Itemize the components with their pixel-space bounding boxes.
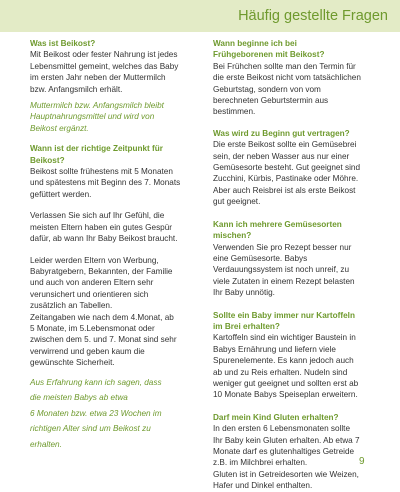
text-line: berechneten Geburtstermin aus xyxy=(213,96,329,106)
text-line: Wann ist der richtige Zeitpunkt für xyxy=(30,144,163,154)
note-experience xyxy=(30,375,192,453)
text-line: gefüttert werden. xyxy=(30,189,92,199)
text-line: bzw. Anfangsmilch erhält. xyxy=(30,84,123,94)
text-line: Kartoffeln sind ein wichtiger Baustein in xyxy=(213,333,356,343)
text-line: Verdauungssystem ist noch unreif, zu xyxy=(213,265,350,275)
left-column xyxy=(30,38,192,453)
text-line: Gluten ist in Getreidesorten wie Weizen, xyxy=(213,469,359,479)
text-line: In den ersten 6 Lebensmonaten sollte xyxy=(213,424,351,434)
text-line: Lebensmittel gemeint, welches das Baby xyxy=(30,61,179,71)
text-line: viele Zutaten in einem Rezept belasten xyxy=(213,276,355,286)
text-line: Spurenelemente. Es kann jedoch auch xyxy=(213,356,354,366)
text-line: Verlassen Sie sich auf Ihr Gefühl, die xyxy=(30,211,165,221)
text-line: im ersten Jahr neben der Muttermilch xyxy=(30,73,166,83)
text-line: Muttermilch bzw. Anfangsmilch bleibt xyxy=(30,101,164,111)
answer-what-is-beikost xyxy=(30,49,192,95)
text-line: erhalten. xyxy=(30,439,62,449)
text-line: die erste Beikost nicht vom tatsächlichen xyxy=(213,73,361,83)
text-line: Bei Frühchen sollte man den Termin für xyxy=(213,61,356,71)
text-line: Kann ich mehrere Gemüsesorten xyxy=(213,219,342,229)
question-well-tolerated: Was wird zu Beginn gut vertragen? xyxy=(213,128,350,138)
text-line: Leider werden Eltern von Werbung, xyxy=(30,255,159,265)
text-line: Verwenden Sie pro Rezept besser nur xyxy=(213,242,352,252)
text-line: meisten Eltern haben ein gutes Gespür xyxy=(30,222,173,232)
text-line: Zeitangaben wie nach dem 4.Monat, ab xyxy=(30,312,174,322)
text-line: zwischen dem 5. und 7. Monat sind sehr xyxy=(30,335,177,345)
answer-right-time xyxy=(30,166,192,200)
page-header-title: Häufig gestellte Fragen xyxy=(238,8,388,24)
text-line: Babyratgebern, Bekannten, der Familie xyxy=(30,266,173,276)
text-line: Zucchini, Kürbis, Pastinake oder Möhre. xyxy=(213,174,359,184)
text-line: Wann beginne ich bei xyxy=(213,39,297,48)
text-line: Hafer und Dinkel enthalten. xyxy=(213,481,313,491)
text-line: gut geeignet. xyxy=(213,197,261,207)
text-line: Aber auch Reisbrei ist als erste Beikost xyxy=(213,185,356,195)
text-line: mischen? xyxy=(213,231,252,241)
text-line: dafür, ab wann Ihr Baby Beikost braucht. xyxy=(30,234,178,244)
text-line: Beikost? xyxy=(30,155,65,165)
text-line: gewünschte Sicherheit. xyxy=(30,358,115,368)
text-line: Frühgeborenen mit Beikost? xyxy=(213,50,325,60)
text-line: Ihr Baby unnötig. xyxy=(213,288,275,298)
text-line: zusätzlich an Tabellen. xyxy=(30,301,113,311)
text-line: Gemüsesorte besteht. Gut geeignet sind xyxy=(213,163,361,173)
question-premature xyxy=(213,38,373,61)
question-mix-vegetables xyxy=(213,219,373,242)
text-line: Geburtstag, sondern von vom xyxy=(213,84,321,94)
answer-mix-vegetables xyxy=(213,242,373,299)
text-line: verwirrend und geben kaum die xyxy=(30,346,145,356)
text-line: Ihr Baby kein Gluten erhalten. Ab etwa 7 xyxy=(213,435,360,445)
text-line: bestimmen. xyxy=(213,107,256,117)
text-line: ab und zu Reis erhalten. Nudeln sind xyxy=(213,367,348,377)
right-column xyxy=(213,38,373,492)
text-line: richtigen Alter sind um Beikost zu xyxy=(30,424,151,434)
answer-well-tolerated xyxy=(213,139,373,207)
text-line: Beikost ergänzt. xyxy=(30,123,89,133)
answer-potatoes xyxy=(213,332,373,400)
text-line: verunsichert und orientieren sich xyxy=(30,289,149,299)
question-gluten: Darf mein Kind Gluten erhalten? xyxy=(213,412,339,422)
text-line: Babys Ernährung und liefern viele xyxy=(213,344,336,354)
question-what-is-beikost: Was ist Beikost? xyxy=(30,39,96,48)
text-line: Hauptnahrungsmittel und wird von xyxy=(30,112,155,122)
question-potatoes xyxy=(213,310,373,333)
answer-premature xyxy=(213,61,373,118)
text-line: Monate darf es glutenhaltiges Getreide xyxy=(213,447,355,456)
text-line: im Brei erhalten? xyxy=(213,321,280,331)
text-line: Die erste Beikost sollte ein Gemüsebrei xyxy=(213,140,357,150)
text-line: Mit Beikost oder fester Nahrung ist jedes xyxy=(30,50,178,60)
text-line: weniger gut geeignet und sollten erst ab xyxy=(213,378,359,388)
text-line: 6 Monaten bzw. etwa 23 Wochen im xyxy=(30,408,162,418)
paragraph-gut-feeling xyxy=(30,210,192,244)
text-line: eine Gemüsesorte. Babys xyxy=(213,253,308,263)
text-line: 5 Monate, im 5.Lebensmonat oder xyxy=(30,323,155,333)
text-line: und auch von anderen Eltern sehr xyxy=(30,278,154,288)
question-right-time xyxy=(30,143,192,166)
text-line: z.B. im Milchbrei erhalten. xyxy=(213,458,308,468)
answer-gluten xyxy=(213,423,373,491)
text-line: Beikost sollte frühestens mit 5 Monaten xyxy=(30,167,173,177)
note-muttermilch xyxy=(30,100,192,134)
text-line: sein, der neben Wasser aus nur einer xyxy=(213,151,350,161)
text-line: 10 Monate Babys Speiseplan erweitern. xyxy=(213,390,358,400)
text-line: und spätestens mit Beginn des 7. Monats xyxy=(30,178,181,188)
text-line: Sollte ein Baby immer nur Kartoffeln xyxy=(213,310,355,320)
text-line: Aus Erfahrung kann ich sagen, dass xyxy=(30,377,162,387)
page-number: 9 xyxy=(359,456,365,467)
paragraph-uncertainty xyxy=(30,255,192,369)
text-line: die meisten Babys ab etwa xyxy=(30,393,128,403)
